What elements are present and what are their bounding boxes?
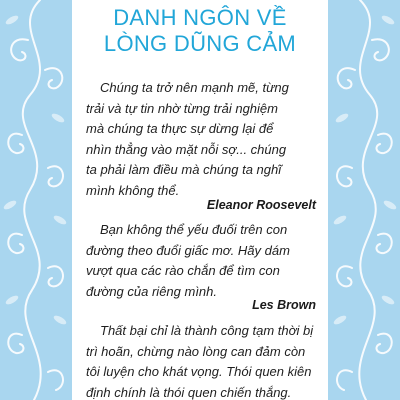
- quote-2-text: [86, 220, 316, 302]
- page-title-line-1: DANH NGÔN VỀ: [113, 5, 287, 30]
- content-panel: [72, 0, 328, 400]
- quote-line: ta phải làm điều mà chúng ta nghĩ: [86, 162, 282, 177]
- quote-line: định chính là thói quen chiến thắng.: [86, 384, 292, 400]
- quote-1-text: [86, 78, 316, 201]
- quote-line: mà chúng ta thực sự dừng lại để: [86, 121, 274, 136]
- right-floral-border: [328, 0, 400, 400]
- page-title-line-2: LÒNG DŨNG CẢM: [103, 31, 297, 56]
- quote-line: Chúng ta trở nên mạnh mẽ, từng: [100, 80, 289, 95]
- quote-line: Bạn không thể yếu đuối trên con: [100, 222, 288, 237]
- quote-line: tôi luyện cho khát vọng. Thói quen kiên: [86, 364, 312, 379]
- quote-line: trải và tự tin nhờ từng trải nghiệm: [86, 100, 278, 116]
- quote-line: vượt qua các rào chắn để tìm con: [86, 263, 280, 278]
- quote-line: đường của riêng mình.: [86, 283, 218, 299]
- quote-line: mình không thể.: [86, 182, 180, 198]
- quote-3-text: [86, 321, 316, 400]
- quote-line: nhìn thẳng vào mặt nỗi sợ... chúng: [86, 141, 287, 157]
- quote-line: đường theo đuổi giấc mơ. Hãy dám: [86, 242, 290, 258]
- left-floral-border: [0, 0, 72, 400]
- quote-line: Thất bại chỉ là thành công tạm thời bị: [100, 323, 314, 338]
- quote-1-author: Eleanor Roosevelt: [206, 198, 316, 212]
- quote-line: trì hoãn, chừng nào lòng can đảm còn: [86, 343, 306, 359]
- quote-2-author: Les Brown: [252, 298, 316, 312]
